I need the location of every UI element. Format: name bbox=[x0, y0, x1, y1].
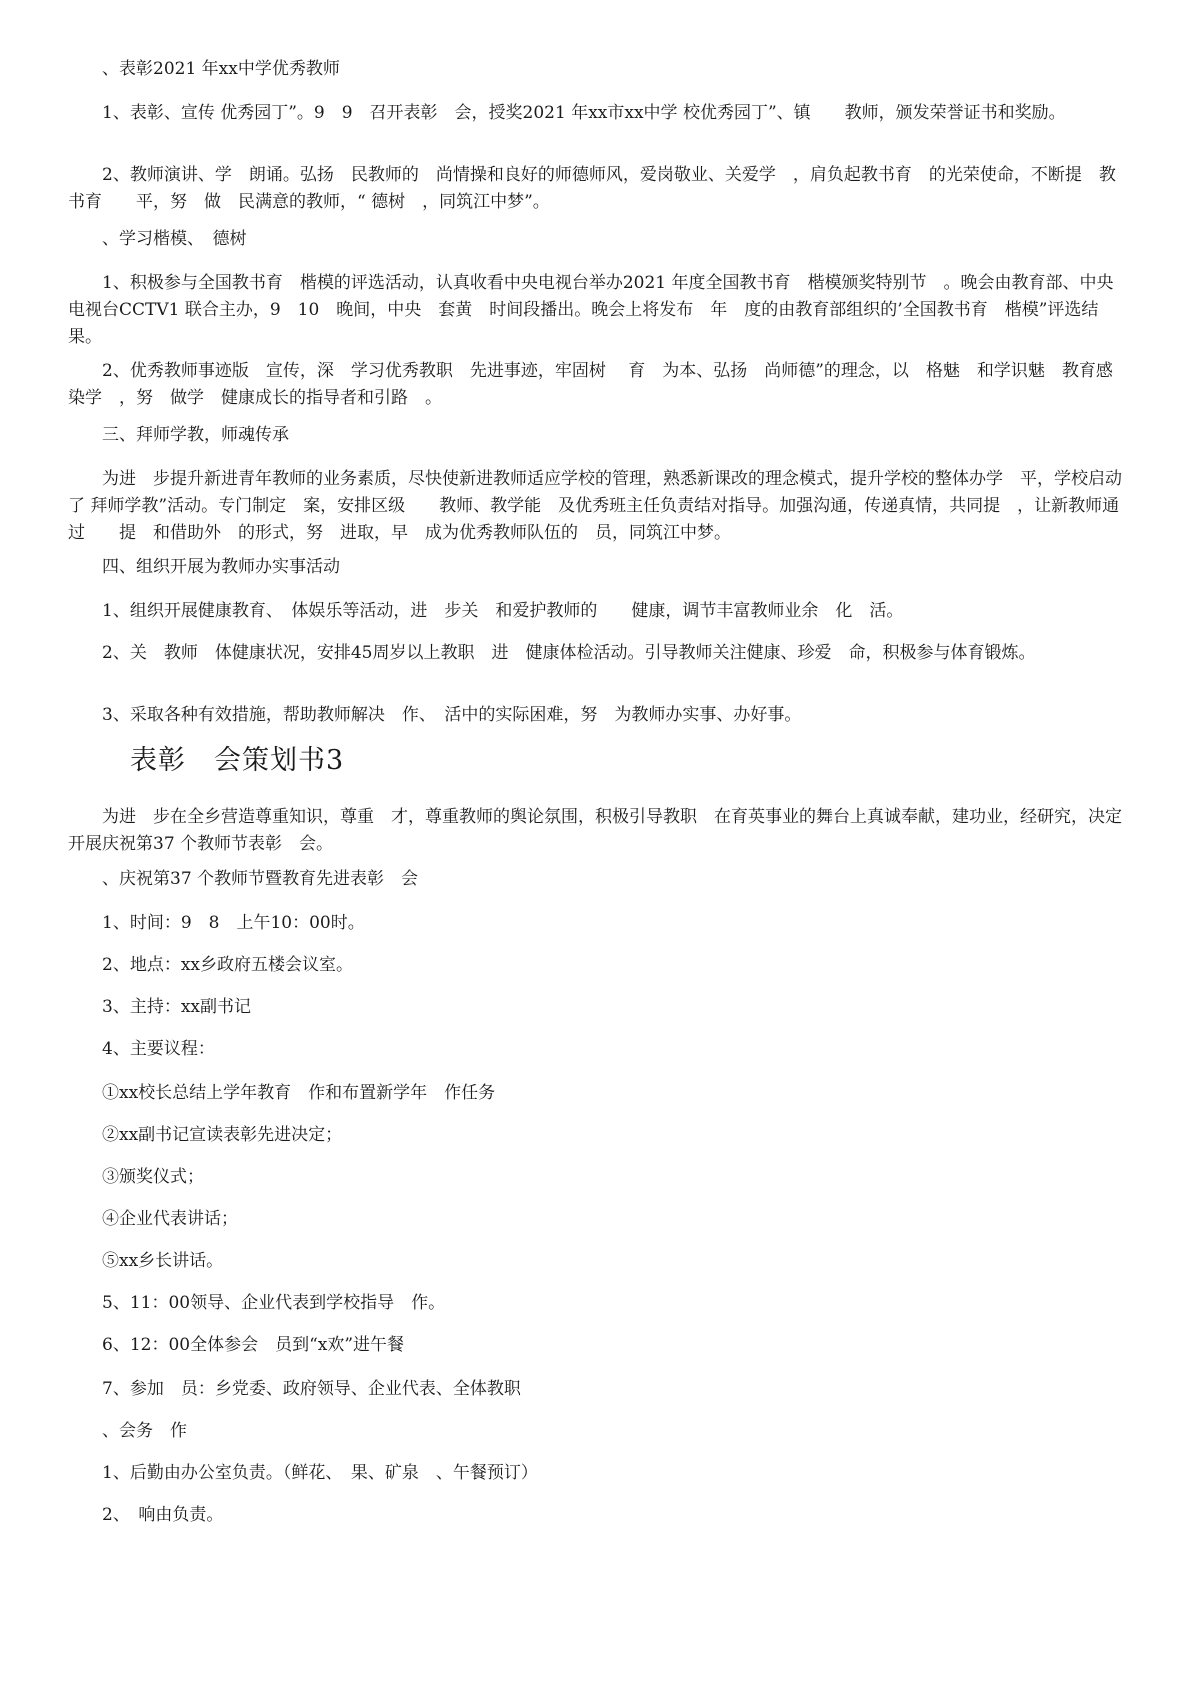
paragraph: 为进 步提升新进青年教师的业务素质，尽快使新进教师适应学校的管理，熟悉新课改的理念模式，提升学校的整体办学 平，学校启动了 拜师学教”活动。专门制定 案，安排区级 教师、教学能 及优秀班主任负责结对指导。加强沟通，传递真情，共同提 ，让新教师通过 提 和借助外 的形式，努 进取，早 成为优秀教师队伍的 员，同筑江中梦。 bbox=[68, 469, 1122, 543]
list-item: 4、主要议程： bbox=[68, 1039, 215, 1059]
list-item: 6、12：00全体参会 员到“x欢”进午餐 bbox=[68, 1335, 405, 1355]
document-heading: 表彰 会策划书3 bbox=[130, 745, 345, 776]
list-item: ⑤xx乡长讲话。 bbox=[68, 1251, 224, 1271]
section-title: 、表彰2021 年xx中学优秀教师 bbox=[68, 59, 340, 79]
list-item: 3、主持：xx副书记 bbox=[68, 997, 251, 1017]
section-title: 、会务 作 bbox=[68, 1421, 187, 1441]
paragraph: 1、组织开展健康教育、 体娱乐等活动，进 步关 和爱护教师的 健康，调节丰富教师业余 化 活。 bbox=[68, 601, 904, 621]
paragraph: 为进 步在全乡营造尊重知识，尊重 才，尊重教师的舆论氛围，积极引导教职 在育英事业的舞台上真诚奉献，建功业，经研究，决定开展庆祝第37 个教师节表彰 会。 bbox=[68, 807, 1122, 854]
list-item: 1、时间：9 8 上午10：00时。 bbox=[68, 913, 365, 933]
section-title: 、学习楷模、 德树 bbox=[68, 229, 247, 249]
paragraph: 1、积极参与全国教书育 楷模的评选活动，认真收看中央电视台举办2021 年度全国教书育 楷模颁奖特别节 。晚会由教育部、中央电视台CCTV1 联合主办，9 10 晚间，中央 套黄 时间段播出。晚会上将发布 年 度的由教育部组织的’全国教书育 楷模”评选结果。 bbox=[68, 273, 1114, 347]
paragraph: 2、关 教师 体健康状况，安排45周岁以上教职 进 健康体检活动。引导教师关注健康、珍爱 命，积极参与体育锻炼。 bbox=[68, 643, 1036, 663]
paragraph: 1、表彰、宣传 优秀园丁”。9 9 召开表彰 会，授奖2021 年xx市xx中学 校优秀园丁”、镇 教师，颁发荣誉证书和奖励。 bbox=[68, 103, 1066, 123]
list-item: 1、后勤由办公室负责。（鲜花、 果、矿泉 、午餐预订） bbox=[68, 1463, 538, 1483]
paragraph: 2、优秀教师事迹版 宣传，深 学习优秀教职 先进事迹，牢固树 育 为本、弘扬 尚师德”的理念，以 格魅 和学识魅 教育感染学 ，努 做学 健康成长的指导者和引路 。 bbox=[68, 361, 1113, 408]
list-item: ④企业代表讲话； bbox=[68, 1209, 238, 1229]
list-item: 5、11：00领导、企业代表到学校指导 作。 bbox=[68, 1293, 446, 1313]
section-title: 、庆祝第37 个教师节暨教育先进表彰 会 bbox=[68, 869, 419, 889]
section-title: 三、拜师学教，师魂传承 bbox=[68, 425, 289, 445]
list-item: 2、地点：xx乡政府五楼会议室。 bbox=[68, 955, 353, 975]
paragraph: 3、采取各种有效措施，帮助教师解决 作、 活中的实际困难，努 为教师办实事、办好事。 bbox=[68, 705, 802, 725]
list-item: ③颁奖仪式； bbox=[68, 1167, 204, 1187]
list-item: ①xx校长总结上学年教育 作和布置新学年 作任务 bbox=[68, 1083, 496, 1103]
paragraph: 2、教师演讲、学 朗诵。弘扬 民教师的 尚情操和良好的师德师风，爱岗敬业、关爱学 ，肩负起教书育 的光荣使命，不断提 教书育 平，努 做 民满意的教师，“ 德树 ，同筑江中梦”。 bbox=[68, 165, 1116, 212]
list-item: ②xx副书记宣读表彰先进决定； bbox=[68, 1125, 343, 1145]
section-title: 四、组织开展为教师办实事活动 bbox=[68, 557, 340, 577]
list-item: 7、参加 员：乡党委、政府领导、企业代表、全体教职 bbox=[68, 1379, 521, 1399]
list-item: 2、 响由负责。 bbox=[68, 1505, 224, 1525]
